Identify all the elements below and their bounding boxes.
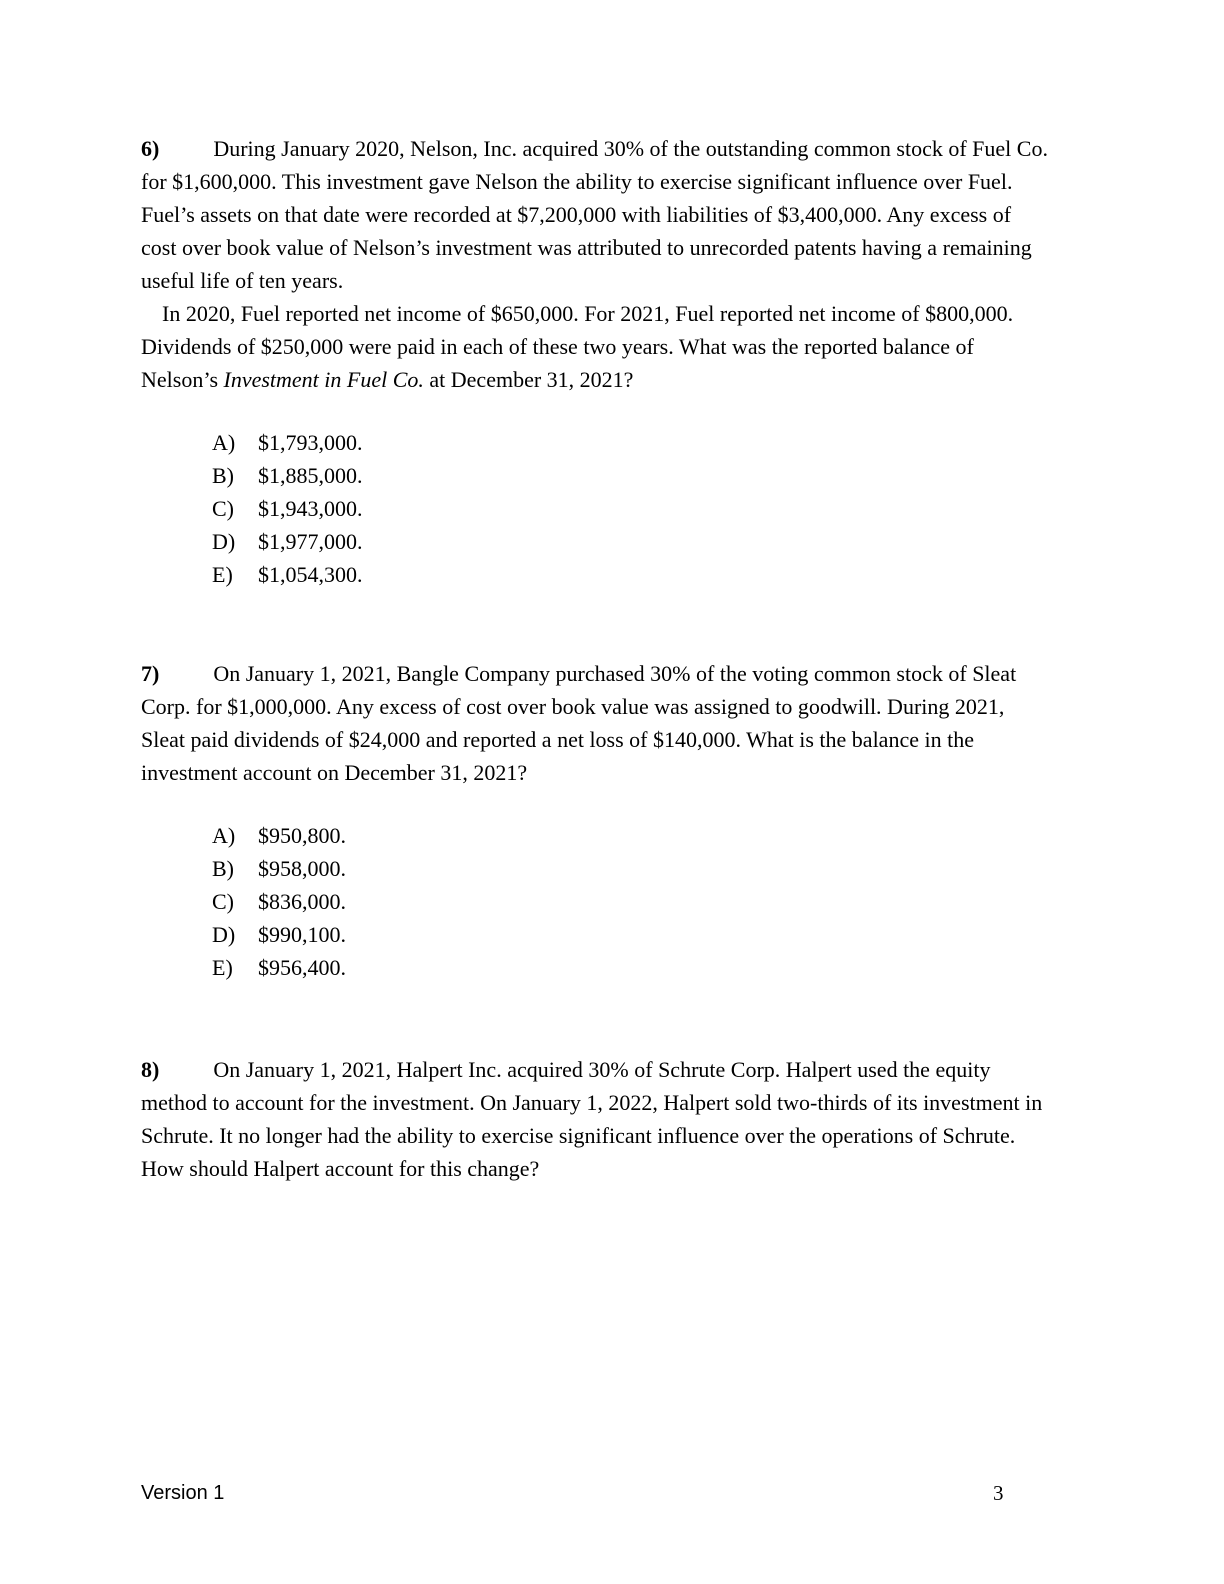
option-row: [212, 558, 1051, 591]
page-content: [141, 132, 1051, 1185]
option-letter: D): [212, 922, 236, 947]
option-text: $1,977,000.: [258, 529, 363, 554]
option-row: [212, 951, 1051, 984]
option-letter: B): [212, 856, 234, 881]
option-letter: D): [212, 529, 236, 554]
option-row: [212, 918, 1051, 951]
option-row: [212, 492, 1051, 525]
option-row: [212, 819, 1051, 852]
option-row: [212, 525, 1051, 558]
question-6-number: 6): [141, 136, 160, 161]
option-letter: C): [212, 496, 234, 521]
question-6-italic-phrase: Investment in Fuel Co.: [223, 367, 424, 392]
option-text: $950,800.: [258, 823, 346, 848]
question-6-paragraph-2-text: In 2020, Fuel reported net income of $650,000. For 2021, Fuel reported net income of $800,000. Dividends of $250,000 were paid in each of these two years. What was the reported balance of Nelson’s: [141, 301, 1014, 392]
option-text: $1,793,000.: [258, 430, 363, 455]
option-text: $956,400.: [258, 955, 346, 980]
question-6-options: [212, 426, 1051, 591]
option-row: [212, 426, 1051, 459]
option-letter: C): [212, 889, 234, 914]
option-text: $836,000.: [258, 889, 346, 914]
footer-page-number: 3: [993, 1481, 1004, 1505]
question-7: [141, 657, 1051, 984]
option-letter: E): [212, 562, 233, 587]
footer-version-label: Version 1: [141, 1482, 225, 1504]
question-6-paragraph-2-tail: at December 31, 2021?: [423, 367, 634, 392]
option-text: $1,885,000.: [258, 463, 363, 488]
question-8: [141, 1053, 1051, 1185]
option-text: $1,054,300.: [258, 562, 363, 587]
question-7-options: [212, 819, 1051, 984]
option-letter: B): [212, 463, 234, 488]
option-letter: A): [212, 430, 236, 455]
option-row: [212, 852, 1051, 885]
question-8-number: 8): [141, 1057, 160, 1082]
question-8-paragraph-1: [141, 1053, 1051, 1185]
option-row: [212, 885, 1051, 918]
question-6-paragraph-1: [141, 132, 1051, 297]
question-7-number: 7): [141, 661, 160, 686]
question-8-paragraph-1-text: On January 1, 2021, Halpert Inc. acquired 30% of Schrute Corp. Halpert used the equity method to account for the investment. On January 1, 2022, Halpert sold two-thirds of its investment in Schrute. It no longer had the ability to exercise significant influence over the operations of Schrute. How should Halpert account for this change?: [141, 1057, 1043, 1181]
question-6-paragraph-2: [141, 297, 1051, 396]
question-6-paragraph-1-text: During January 2020, Nelson, Inc. acquired 30% of the outstanding common stock of Fuel Co. for $1,600,000. This investment gave Nelson the ability to exercise significant influence over Fuel. Fuel’s assets on that date were recorded at $7,200,000 with liabilities of $3,400,000. Any excess of cost over book value of Nelson’s investment was attributed to unrecorded patents having a remaining useful life of ten years.: [141, 136, 1048, 293]
option-row: [212, 459, 1051, 492]
option-text: $958,000.: [258, 856, 346, 881]
option-letter: E): [212, 955, 233, 980]
question-7-paragraph-1: [141, 657, 1051, 789]
option-letter: A): [212, 823, 236, 848]
option-text: $1,943,000.: [258, 496, 363, 521]
option-text: $990,100.: [258, 922, 346, 947]
question-6: [141, 132, 1051, 591]
question-7-paragraph-1-text: On January 1, 2021, Bangle Company purchased 30% of the voting common stock of Sleat Corp. for $1,000,000. Any excess of cost over book value was assigned to goodwill. During 2021, Sleat paid dividends of $24,000 and reported a net loss of $140,000. What is the balance in the investment account on December 31, 2021?: [141, 661, 1017, 785]
